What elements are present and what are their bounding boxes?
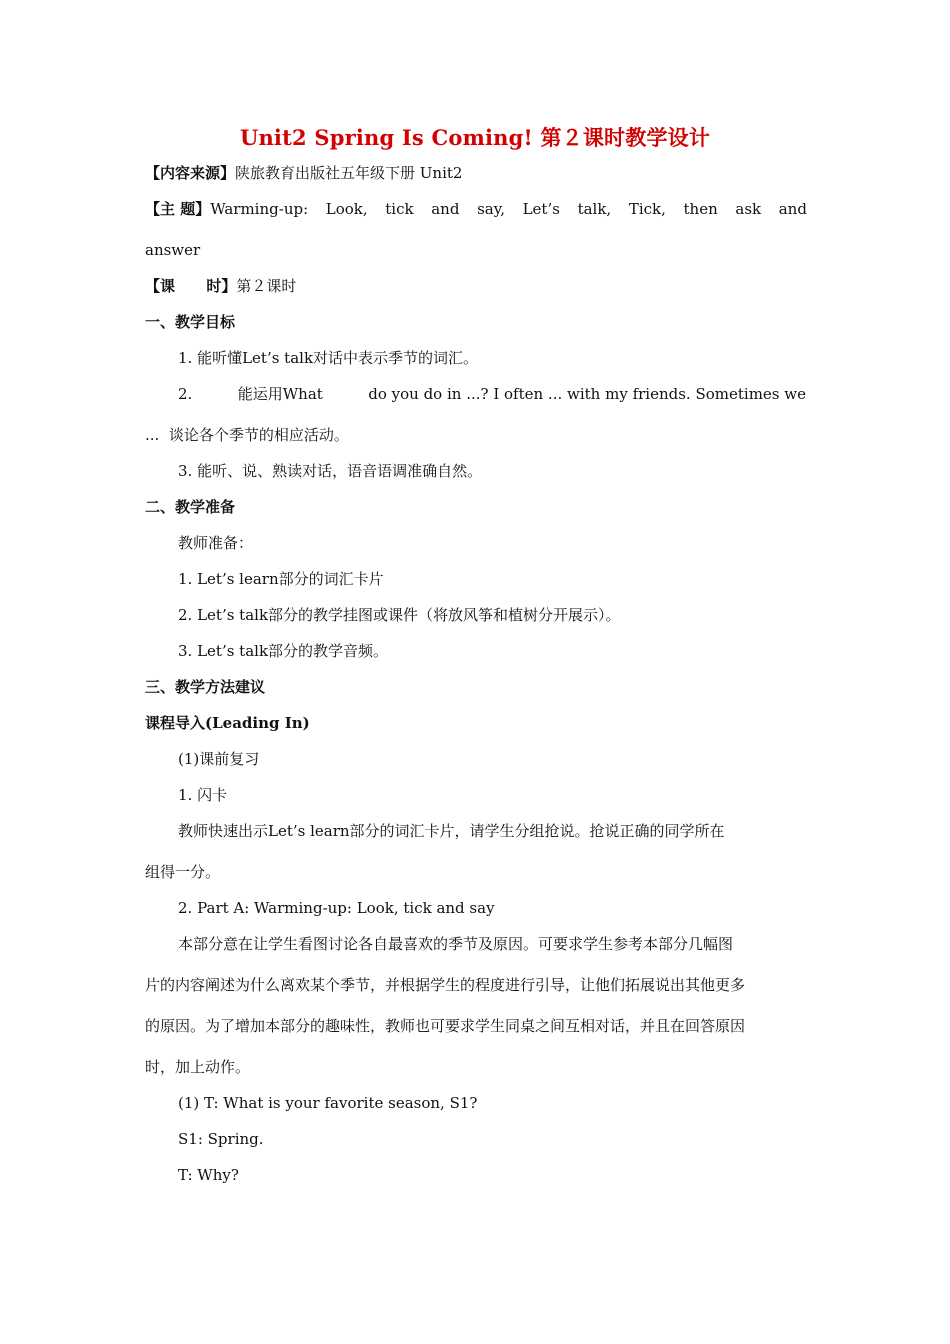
prep-item-2: 2. Let’s talk部分的教学挂图或课件（将放风筝和植树分开展示）。 <box>178 606 621 624</box>
prep-intro: 教师准备： <box>178 534 254 552</box>
document-title: Unit2 Spring Is Coming! 第２课时教学设计 <box>239 125 711 150</box>
prep-item-3: 3. Let’s talk部分的教学音频。 <box>178 642 389 660</box>
goal-2-part: do you do in ...? I often ... with my friends. Sometimes we <box>368 385 806 403</box>
topic-word: Tick, <box>628 200 666 218</box>
period-label: 【课 时】 <box>145 277 237 295</box>
topic-label: 【主 题】 <box>145 200 211 218</box>
part-a-heading: 2. Part A: Warming-up: Look, tick and say <box>178 899 495 917</box>
period-value: 第２课时 <box>236 277 297 295</box>
topic-word: ask <box>735 200 762 218</box>
section-heading-methods: 三、教学方法建议 <box>145 678 266 696</box>
dialogue-line: (1) T: What is your favorite season, S1? <box>178 1094 478 1112</box>
goal-item-2-continuation: ... 谈论各个季节的相应活动。 <box>145 426 349 444</box>
goal-item-2 <box>178 384 806 404</box>
period-line <box>145 276 296 296</box>
section-heading-goals: 一、教学目标 <box>145 313 236 331</box>
part-a-desc-line: 片的内容阐述为什么离欢某个季节，并根据学生的程度进行引导，让他们拓展说出其他更多 <box>145 976 746 994</box>
source-value: 陕旅教育出版社五年级下册 Unit2 <box>235 164 463 182</box>
part-a-desc-line: 本部分意在让学生看图讨论各自最喜欢的季节及原因。可要求学生参考本部分几幅图 <box>178 935 734 953</box>
section-heading-prep: 二、教学准备 <box>145 498 236 516</box>
topic-word: Look, <box>325 200 368 218</box>
part-a-desc-line: 的原因。为了增加本部分的趣味性，教师也可要求学生同桌之间互相对话，并且在回答原因 <box>145 1017 746 1035</box>
topic-word: then <box>683 200 718 218</box>
prep-item-1: 1. Let’s learn部分的词汇卡片 <box>178 570 384 588</box>
topic-word: talk, <box>577 200 612 218</box>
goal-item-3: 3. 能听、说、熟读对话，语音语调准确自然。 <box>178 462 483 480</box>
flash-heading: 1. 闪卡 <box>178 786 228 804</box>
part-a-desc-line: 时，加上动作。 <box>145 1058 251 1076</box>
topic-word: tick <box>385 200 414 218</box>
dialogue-line: T: Why? <box>178 1166 239 1184</box>
review-heading: (1)课前复习 <box>178 750 260 768</box>
source-label: 【内容来源】 <box>145 164 236 182</box>
dialogue-line: S1: Spring. <box>178 1130 264 1148</box>
topic-continuation: answer <box>145 241 201 259</box>
goal-2-part: 能运用What <box>237 385 323 403</box>
topic-word: and <box>778 200 807 218</box>
source-line <box>145 163 462 183</box>
topic-word: say, <box>477 200 505 218</box>
topic-word: Warming-up: <box>210 200 309 218</box>
flash-desc-line: 组得一分。 <box>145 863 221 881</box>
goal-2-part: 2. <box>178 385 193 403</box>
goal-item-1: 1. 能听懂Let’s talk对话中表示季节的词汇。 <box>178 349 479 367</box>
flash-desc-line: 教师快速出示Let’s learn部分的词汇卡片，请学生分组抢说。抢说正确的同学所在 <box>178 822 725 840</box>
topic-line <box>145 199 807 219</box>
topic-word: and <box>431 200 460 218</box>
lead-in-heading: 课程导入(Leading In) <box>145 714 310 732</box>
topic-word: Let’s <box>522 200 560 218</box>
